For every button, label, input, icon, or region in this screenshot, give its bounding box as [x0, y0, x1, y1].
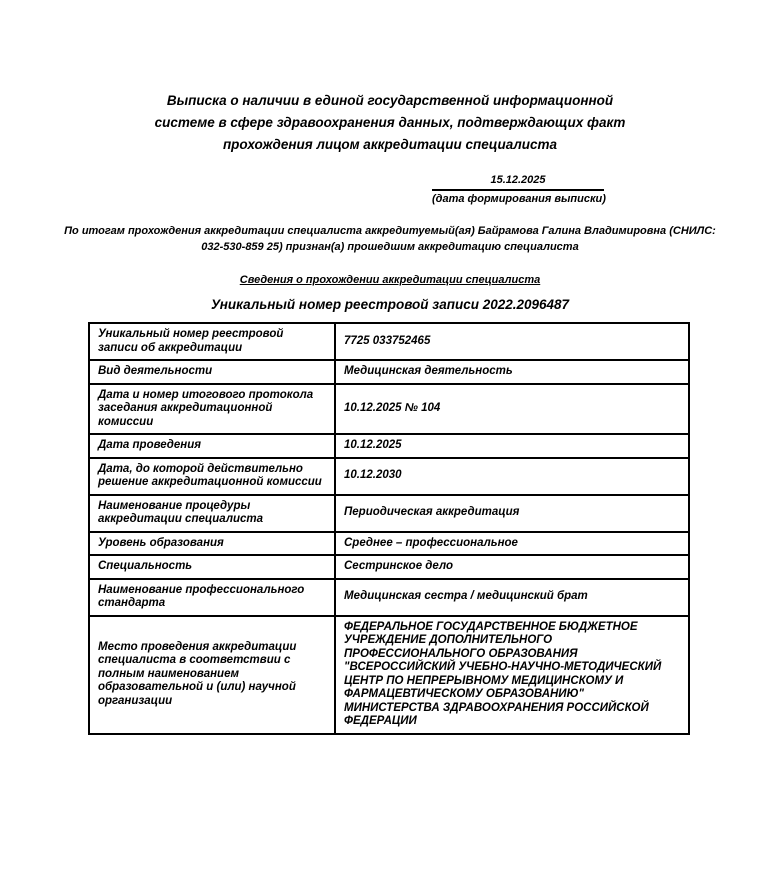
field-label: Наименование процедуры аккредитации специалиста: [89, 495, 335, 532]
field-value: Среднее – профессиональное: [335, 532, 689, 556]
field-value: Периодическая аккредитация: [335, 495, 689, 532]
field-value: 7725 033752465: [335, 323, 689, 360]
table-row: [89, 555, 689, 579]
registry-number-heading: Уникальный номер реестровой записи 2022.2096487: [210, 297, 570, 312]
field-label: Место проведения аккредитации специалиста в соответствии с полным наименованием образовательной и (или) научной организации: [89, 616, 335, 734]
field-value: 10.12.2025 № 104: [335, 384, 689, 435]
field-label: Специальность: [89, 555, 335, 579]
field-value: Сестринское дело: [335, 555, 689, 579]
field-label: Уникальный номер реестровой записи об аккредитации: [89, 323, 335, 360]
accreditation-details-table: [88, 322, 690, 735]
table-row: [89, 532, 689, 556]
section-heading: Сведения о прохождении аккредитации специалиста: [239, 274, 541, 286]
field-label: Наименование профессионального стандарта: [89, 579, 335, 616]
field-value: 10.12.2030: [335, 458, 689, 495]
field-label: Дата и номер итогового протокола заседания аккредитационной комиссии: [89, 384, 335, 435]
formation-date-caption: (дата формирования выписки): [432, 193, 606, 205]
table-row: [89, 434, 689, 458]
table-row: [89, 616, 689, 734]
field-value: Медицинская деятельность: [335, 360, 689, 384]
field-label: Дата проведения: [89, 434, 335, 458]
field-label: Уровень образования: [89, 532, 335, 556]
field-label: Вид деятельности: [89, 360, 335, 384]
accreditation-table-body: [89, 323, 689, 734]
accreditation-summary-text: По итогам прохождения аккредитации специалиста аккредитуемый(ая) Байрамова Галина Владимировна (СНИЛС: 032-530-859 25) признан(а) прошедшим аккредитацию специалиста: [64, 225, 716, 253]
field-value: Медицинская сестра / медицинский брат: [335, 579, 689, 616]
formation-date-block: [432, 174, 604, 206]
field-value: 10.12.2025: [335, 434, 689, 458]
field-label: Дата, до которой действительно решение аккредитационной комиссии: [89, 458, 335, 495]
table-row: [89, 579, 689, 616]
document-title: Выписка о наличии в единой государственной информационной системе в сфере здравоохранения данных, подтверждающих факт прохождения лицом аккредитации специалиста: [154, 93, 626, 152]
table-row: [89, 360, 689, 384]
table-row: [89, 323, 689, 360]
formation-date: 15.12.2025: [432, 174, 604, 191]
table-row: [89, 495, 689, 532]
table-row: [89, 384, 689, 435]
field-value: ФЕДЕРАЛЬНОЕ ГОСУДАРСТВЕННОЕ БЮДЖЕТНОЕ УЧРЕЖДЕНИЕ ДОПОЛНИТЕЛЬНОГО ПРОФЕССИОНАЛЬНОГО ОБРАЗОВАНИЯ "ВСЕРОССИЙСКИЙ УЧЕБНО-НАУЧНО-МЕТОДИЧЕСКИЙ ЦЕНТР ПО НЕПРЕРЫВНОМУ МЕДИЦИНСКОМУ И ФАРМАЦЕВТИЧЕСКОМУ ОБРАЗОВАНИЮ" МИНИСТЕРСТВА ЗДРАВООХРАНЕНИЯ РОССИЙСКОЙ ФЕДЕРАЦИИ: [335, 616, 689, 734]
table-row: [89, 458, 689, 495]
